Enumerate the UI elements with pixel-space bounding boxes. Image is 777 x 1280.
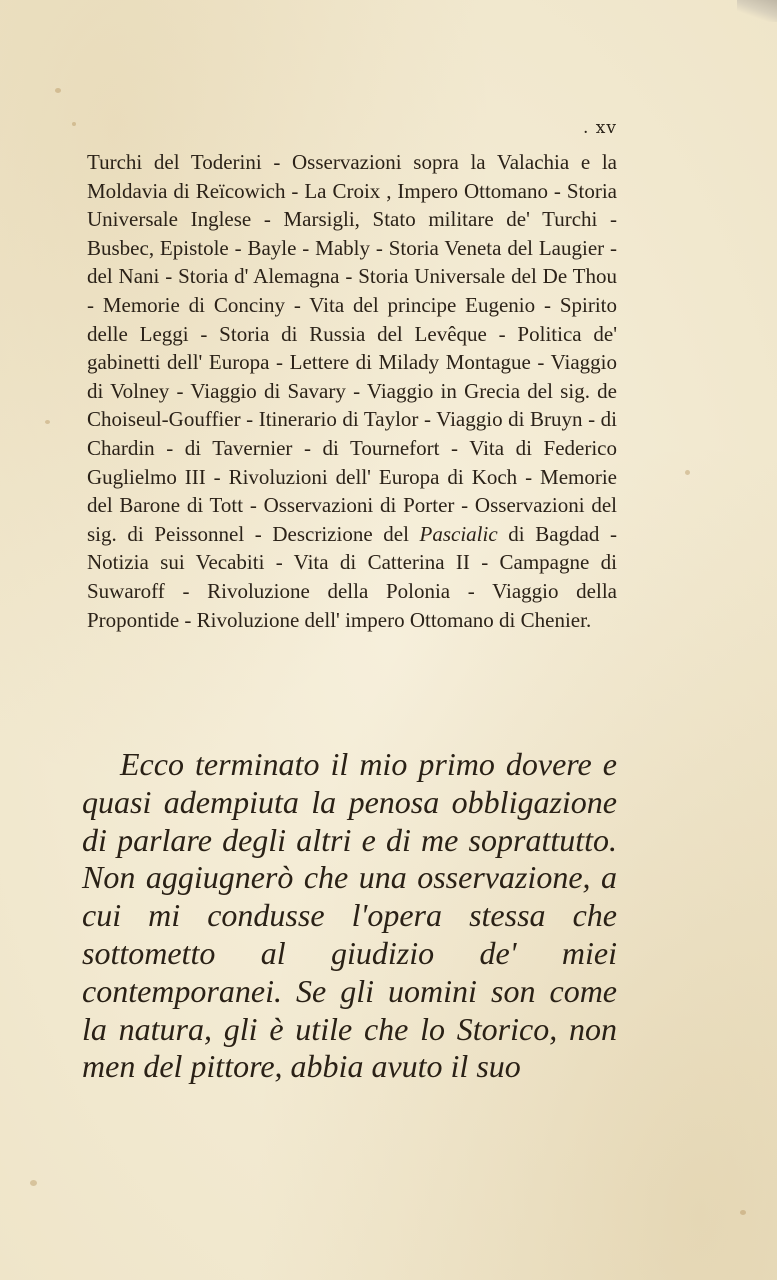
paper-stain bbox=[685, 470, 690, 475]
paper-stain bbox=[55, 88, 61, 93]
page-number: . xv bbox=[583, 118, 617, 138]
bibliography-list bbox=[87, 148, 617, 634]
paper-stain bbox=[740, 1210, 746, 1215]
main-paragraph: Ecco terminato il mio primo dovere e quasi adempiuta la penosa obbligazione di parlare degli altri e di me soprattutto. Non aggiugnerò che una osservazione, a cui mi condusse l'opera stessa che sottometto al giudizio de' miei contemporanei. Se gli uomini son come la natura, gli è utile che lo Storico, non men del pittore, abbia avuto il suo bbox=[82, 746, 617, 1085]
page-corner-fold bbox=[737, 0, 777, 22]
italic-term: Pascialic bbox=[419, 521, 498, 546]
paper-stain bbox=[45, 420, 50, 424]
bibliography-text: Turchi del Toderini - Osservazioni sopra la Valachia e la Moldavia di Reïcowich - La Croix , Impero Ottomano - Storia Universale Inglese - Marsigli, Stato militare de' Turchi - Busbec, Epistole - Bayle - Mably - Storia Veneta del Laugier - del Nani - Storia d' Alemagna - Storia Universale del De Thou - Memorie di Conciny - Vita del principe Eugenio - Spirito delle Leggi - Storia di Russia del Levêque - Politica de' gabinetti dell' Europa - Lettere di Milady Montague - Viaggio di Volney - Viaggio di Savary - Viaggio in Grecia del sig. de Choiseul-Gouffier - Itinerario di Taylor - Viaggio di Bruyn - di Chardin - di Tavernier - di Tournefort - Vita di Federico Guglielmo III - Rivoluzioni dell' Europa di Koch - Memorie del Barone di Tott - Osservazioni di Porter - Osservazioni del sig. di Peissonnel - Descrizione del bbox=[87, 150, 617, 546]
paper-stain bbox=[72, 122, 76, 126]
paper-stain bbox=[30, 1180, 37, 1186]
bibliography-text-end: di Bagdad - Notizia sui Vecabiti - Vita di Catterina II - Campagne di Suwaroff - Rivoluzione della Polonia - Viaggio della Propontide - Rivoluzione dell' impero Ottomano di Chenier. bbox=[87, 521, 617, 632]
